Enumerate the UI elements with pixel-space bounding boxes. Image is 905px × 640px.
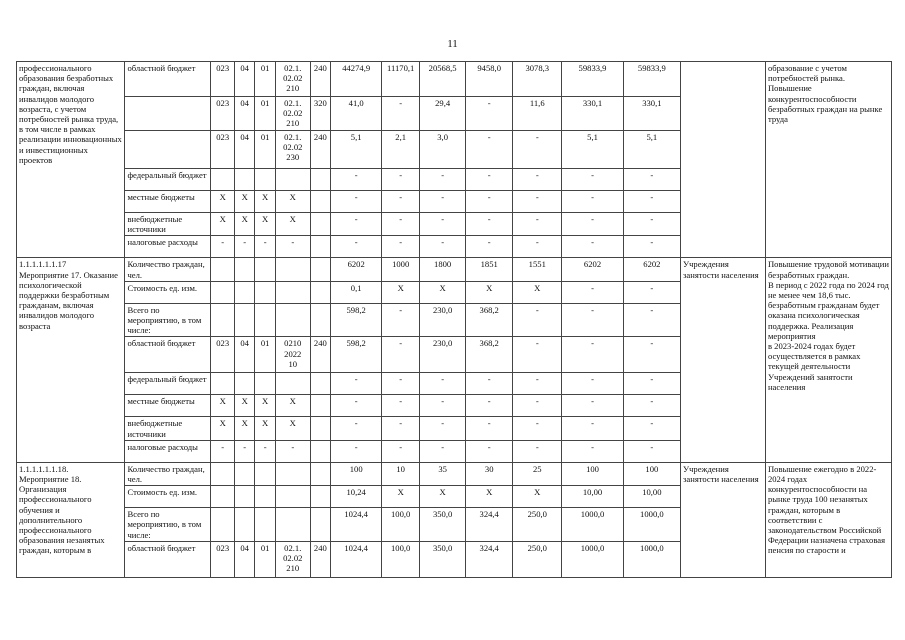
- amount-cell: -: [331, 191, 382, 213]
- amount-cell: -: [382, 236, 420, 258]
- amount-cell: -: [466, 395, 513, 417]
- amount-cell: -: [382, 169, 420, 191]
- amount-cell: 6202: [562, 258, 623, 281]
- budget-code-cell: [275, 462, 310, 485]
- budget-code-cell: 02.1. 02.02 230: [275, 131, 310, 169]
- amount-cell: 1851: [466, 258, 513, 281]
- executor-cell: Учреждения занятости населения: [681, 258, 766, 462]
- budget-code-cell: X: [234, 395, 254, 417]
- budget-code-cell: [211, 373, 235, 395]
- budget-code-cell: 240: [310, 337, 330, 373]
- budget-code-cell: X: [275, 395, 310, 417]
- budget-code-cell: X: [255, 213, 275, 236]
- amount-cell: 598,2: [331, 337, 382, 373]
- budget-code-cell: 04: [234, 337, 254, 373]
- amount-cell: 10,00: [562, 486, 623, 508]
- amount-cell: 11,6: [513, 97, 562, 131]
- budget-code-cell: X: [234, 417, 254, 440]
- budget-code-cell: [255, 462, 275, 485]
- amount-cell: -: [331, 373, 382, 395]
- amount-cell: -: [513, 213, 562, 236]
- budget-code-cell: 240: [310, 62, 330, 97]
- budget-code-cell: [234, 508, 254, 542]
- amount-cell: 1800: [420, 258, 466, 281]
- amount-cell: -: [420, 169, 466, 191]
- funding-source-cell: местные бюджеты: [125, 191, 211, 213]
- budget-code-cell: X: [211, 213, 235, 236]
- budget-code-cell: [211, 281, 235, 303]
- amount-cell: -: [466, 417, 513, 440]
- amount-cell: 250,0: [513, 541, 562, 577]
- budget-code-cell: [275, 486, 310, 508]
- budget-code-cell: -: [234, 236, 254, 258]
- amount-cell: 324,4: [466, 541, 513, 577]
- amount-cell: 30: [466, 462, 513, 485]
- budget-code-cell: [234, 486, 254, 508]
- budget-code-cell: X: [255, 417, 275, 440]
- amount-cell: -: [382, 417, 420, 440]
- funding-source-cell: внебюджетные источники: [125, 213, 211, 236]
- budget-code-cell: X: [275, 191, 310, 213]
- funding-source-cell: внебюджетные источники: [125, 417, 211, 440]
- amount-cell: -: [420, 373, 466, 395]
- amount-cell: 1551: [513, 258, 562, 281]
- funding-source-cell: областной бюджет: [125, 541, 211, 577]
- amount-cell: 2,1: [382, 131, 420, 169]
- amount-cell: X: [420, 281, 466, 303]
- budget-code-cell: [275, 281, 310, 303]
- amount-cell: -: [623, 281, 680, 303]
- budget-code-cell: [310, 303, 330, 337]
- table-row: [17, 258, 892, 281]
- funding-source-cell: Всего по мероприятию, в том числе:: [125, 508, 211, 542]
- amount-cell: -: [623, 373, 680, 395]
- amount-cell: -: [562, 236, 623, 258]
- budget-code-cell: 02.1. 02.02 210: [275, 97, 310, 131]
- budget-code-cell: [310, 373, 330, 395]
- budget-code-cell: [211, 169, 235, 191]
- budget-code-cell: 023: [211, 97, 235, 131]
- budget-code-cell: X: [255, 395, 275, 417]
- budget-code-cell: [234, 373, 254, 395]
- amount-cell: -: [331, 169, 382, 191]
- amount-cell: -: [382, 395, 420, 417]
- budget-code-cell: [255, 281, 275, 303]
- budget-code-cell: [255, 303, 275, 337]
- budget-code-cell: [310, 169, 330, 191]
- amount-cell: 1000: [382, 258, 420, 281]
- amount-cell: -: [513, 236, 562, 258]
- amount-cell: X: [466, 281, 513, 303]
- funding-source-cell: [125, 97, 211, 131]
- amount-cell: -: [562, 417, 623, 440]
- amount-cell: -: [562, 169, 623, 191]
- amount-cell: -: [562, 281, 623, 303]
- amount-cell: 3,0: [420, 131, 466, 169]
- amount-cell: 350,0: [420, 508, 466, 542]
- budget-code-cell: X: [275, 213, 310, 236]
- expected-result-cell: Повышение ежегодно в 2022-2024 годах конкурентоспособности на рынке труда 100 незанятых граждан, которым в соответствии с законодательством Российской Федерации назначена страховая пенсия по старости и: [765, 462, 891, 577]
- amount-cell: X: [382, 486, 420, 508]
- amount-cell: -: [562, 373, 623, 395]
- budget-code-cell: -: [275, 236, 310, 258]
- budget-code-cell: [310, 236, 330, 258]
- amount-cell: -: [331, 213, 382, 236]
- amount-cell: -: [562, 440, 623, 462]
- funding-source-cell: Всего по мероприятию, в том числе:: [125, 303, 211, 337]
- table-row: [17, 62, 892, 97]
- amount-cell: 330,1: [623, 97, 680, 131]
- program-measures-table: [16, 61, 892, 578]
- amount-cell: -: [623, 191, 680, 213]
- budget-code-cell: [310, 258, 330, 281]
- budget-code-cell: -: [255, 236, 275, 258]
- amount-cell: 41,0: [331, 97, 382, 131]
- table-row: [17, 462, 892, 485]
- amount-cell: X: [513, 281, 562, 303]
- amount-cell: -: [623, 440, 680, 462]
- funding-source-cell: областной бюджет: [125, 337, 211, 373]
- amount-cell: -: [513, 440, 562, 462]
- budget-code-cell: [234, 303, 254, 337]
- amount-cell: -: [382, 373, 420, 395]
- amount-cell: 29,4: [420, 97, 466, 131]
- budget-code-cell: [275, 169, 310, 191]
- amount-cell: -: [466, 131, 513, 169]
- budget-code-cell: 240: [310, 541, 330, 577]
- expected-result-cell: Повышение трудовой мотивации безработных граждан. В период с 2022 года по 2024 год не менее чем 18,6 тыс. безработным гражданам будет оказана психологическая поддержка. Реализация мероприятия в 2023-2024 годах будет осуществляется в рамках текущей деятельности Учреждений занятости населения: [765, 258, 891, 462]
- budget-code-cell: 0210 2022 10: [275, 337, 310, 373]
- amount-cell: 368,2: [466, 337, 513, 373]
- budget-code-cell: 240: [310, 131, 330, 169]
- budget-code-cell: 01: [255, 62, 275, 97]
- budget-code-cell: X: [211, 395, 235, 417]
- budget-code-cell: [310, 281, 330, 303]
- amount-cell: -: [382, 440, 420, 462]
- budget-code-cell: [275, 258, 310, 281]
- budget-code-cell: X: [234, 213, 254, 236]
- budget-code-cell: 01: [255, 541, 275, 577]
- amount-cell: 11170,1: [382, 62, 420, 97]
- amount-cell: -: [623, 169, 680, 191]
- expected-result-cell: образование с учетом потребностей рынка. Повышение конкурентоспособности безработных граждан на рынке труда: [765, 62, 891, 258]
- budget-code-cell: 320: [310, 97, 330, 131]
- budget-code-cell: [234, 169, 254, 191]
- amount-cell: 100,0: [382, 541, 420, 577]
- amount-cell: 100: [562, 462, 623, 485]
- budget-code-cell: [275, 508, 310, 542]
- amount-cell: 5,1: [623, 131, 680, 169]
- amount-cell: -: [331, 440, 382, 462]
- amount-cell: -: [420, 213, 466, 236]
- budget-code-cell: -: [211, 440, 235, 462]
- amount-cell: -: [562, 337, 623, 373]
- budget-code-cell: 02.1. 02.02 210: [275, 62, 310, 97]
- budget-code-cell: [211, 303, 235, 337]
- amount-cell: 35: [420, 462, 466, 485]
- amount-cell: -: [382, 97, 420, 131]
- budget-code-cell: [234, 462, 254, 485]
- amount-cell: -: [623, 213, 680, 236]
- amount-cell: -: [513, 337, 562, 373]
- funding-source-cell: Количество граждан, чел.: [125, 462, 211, 485]
- funding-source-cell: [125, 131, 211, 169]
- budget-code-cell: [310, 395, 330, 417]
- amount-cell: -: [623, 303, 680, 337]
- budget-code-cell: [255, 258, 275, 281]
- amount-cell: 20568,5: [420, 62, 466, 97]
- amount-cell: 1000,0: [562, 541, 623, 577]
- budget-code-cell: [234, 258, 254, 281]
- amount-cell: 5,1: [562, 131, 623, 169]
- amount-cell: 10,00: [623, 486, 680, 508]
- budget-code-cell: 01: [255, 97, 275, 131]
- budget-code-cell: 02.1. 02.02 210: [275, 541, 310, 577]
- budget-code-cell: [310, 508, 330, 542]
- measure-name-cell: профессионального образования безработных граждан, включая инвалидов молодого возраста, с учетом потребностей рынка труда, в том числе в рамках реализации инновационных и инвестиционных проектов: [17, 62, 125, 258]
- budget-code-cell: [255, 486, 275, 508]
- amount-cell: 59833,9: [562, 62, 623, 97]
- amount-cell: -: [331, 395, 382, 417]
- budget-code-cell: 04: [234, 97, 254, 131]
- amount-cell: 100: [331, 462, 382, 485]
- amount-cell: -: [562, 303, 623, 337]
- amount-cell: -: [513, 169, 562, 191]
- amount-cell: -: [420, 417, 466, 440]
- amount-cell: -: [513, 395, 562, 417]
- amount-cell: 250,0: [513, 508, 562, 542]
- amount-cell: X: [513, 486, 562, 508]
- budget-code-cell: [211, 486, 235, 508]
- amount-cell: -: [466, 191, 513, 213]
- budget-code-cell: [310, 440, 330, 462]
- amount-cell: -: [466, 373, 513, 395]
- budget-code-cell: [255, 508, 275, 542]
- amount-cell: 598,2: [331, 303, 382, 337]
- budget-code-cell: X: [275, 417, 310, 440]
- amount-cell: -: [623, 395, 680, 417]
- page-number: 11: [447, 38, 458, 50]
- amount-cell: -: [513, 191, 562, 213]
- executor-cell: [681, 62, 766, 258]
- executor-cell: Учреждения занятости населения: [681, 462, 766, 577]
- budget-code-cell: X: [255, 191, 275, 213]
- amount-cell: 0,1: [331, 281, 382, 303]
- amount-cell: -: [331, 236, 382, 258]
- budget-code-cell: [310, 191, 330, 213]
- amount-cell: -: [382, 213, 420, 236]
- budget-code-cell: [310, 213, 330, 236]
- amount-cell: 330,1: [562, 97, 623, 131]
- funding-source-cell: федеральный бюджет: [125, 169, 211, 191]
- amount-cell: -: [466, 169, 513, 191]
- budget-code-cell: -: [255, 440, 275, 462]
- budget-code-cell: -: [211, 236, 235, 258]
- funding-source-cell: Количество граждан, чел.: [125, 258, 211, 281]
- amount-cell: 6202: [623, 258, 680, 281]
- amount-cell: 1000,0: [562, 508, 623, 542]
- funding-source-cell: налоговые расходы: [125, 236, 211, 258]
- budget-code-cell: [310, 486, 330, 508]
- budget-code-cell: -: [234, 440, 254, 462]
- budget-code-cell: [211, 508, 235, 542]
- budget-code-cell: 023: [211, 541, 235, 577]
- budget-code-cell: 04: [234, 541, 254, 577]
- amount-cell: -: [562, 395, 623, 417]
- amount-cell: X: [382, 281, 420, 303]
- budget-code-cell: X: [234, 191, 254, 213]
- funding-source-cell: налоговые расходы: [125, 440, 211, 462]
- amount-cell: -: [513, 417, 562, 440]
- amount-cell: -: [466, 97, 513, 131]
- amount-cell: 59833,9: [623, 62, 680, 97]
- budget-code-cell: X: [211, 417, 235, 440]
- amount-cell: -: [623, 417, 680, 440]
- amount-cell: -: [382, 191, 420, 213]
- budget-code-cell: [275, 303, 310, 337]
- amount-cell: 25: [513, 462, 562, 485]
- funding-source-cell: областной бюджет: [125, 62, 211, 97]
- amount-cell: 1024,4: [331, 508, 382, 542]
- budget-code-cell: [255, 373, 275, 395]
- budget-code-cell: [234, 281, 254, 303]
- amount-cell: -: [513, 303, 562, 337]
- amount-cell: -: [466, 213, 513, 236]
- amount-cell: -: [331, 417, 382, 440]
- budget-code-cell: [255, 169, 275, 191]
- amount-cell: -: [623, 337, 680, 373]
- amount-cell: 9458,0: [466, 62, 513, 97]
- budget-code-cell: 04: [234, 62, 254, 97]
- budget-code-cell: 023: [211, 337, 235, 373]
- amount-cell: -: [420, 191, 466, 213]
- amount-cell: -: [466, 440, 513, 462]
- measure-name-cell: 1.1.1.1.1.1.18. Мероприятие 18. Организация профессионального обучения и дополнительного профессионального образования незанятых граждан, которым в: [17, 462, 125, 577]
- budget-code-cell: 01: [255, 337, 275, 373]
- amount-cell: 368,2: [466, 303, 513, 337]
- amount-cell: -: [420, 440, 466, 462]
- budget-code-cell: [211, 258, 235, 281]
- amount-cell: 100,0: [382, 508, 420, 542]
- amount-cell: 1000,0: [623, 541, 680, 577]
- amount-cell: 1024,4: [331, 541, 382, 577]
- funding-source-cell: Стоимость ед. изм.: [125, 281, 211, 303]
- amount-cell: -: [513, 373, 562, 395]
- budget-code-cell: -: [275, 440, 310, 462]
- amount-cell: 230,0: [420, 303, 466, 337]
- measure-name-cell: 1.1.1.1.1.1.17 Мероприятие 17. Оказание психологической поддержки безработным гражданам, включая инвалидов молодого возраста: [17, 258, 125, 462]
- amount-cell: X: [466, 486, 513, 508]
- budget-code-cell: [275, 373, 310, 395]
- amount-cell: 44274,9: [331, 62, 382, 97]
- amount-cell: 324,4: [466, 508, 513, 542]
- budget-code-cell: 04: [234, 131, 254, 169]
- funding-source-cell: федеральный бюджет: [125, 373, 211, 395]
- funding-source-cell: местные бюджеты: [125, 395, 211, 417]
- amount-cell: 350,0: [420, 541, 466, 577]
- budget-code-cell: [310, 462, 330, 485]
- amount-cell: -: [562, 213, 623, 236]
- amount-cell: -: [420, 236, 466, 258]
- amount-cell: -: [513, 131, 562, 169]
- budget-code-cell: X: [211, 191, 235, 213]
- amount-cell: 230,0: [420, 337, 466, 373]
- budget-code-cell: 023: [211, 131, 235, 169]
- amount-cell: -: [623, 236, 680, 258]
- amount-cell: X: [420, 486, 466, 508]
- amount-cell: 6202: [331, 258, 382, 281]
- budget-code-cell: 023: [211, 62, 235, 97]
- amount-cell: 1000,0: [623, 508, 680, 542]
- budget-code-cell: [211, 462, 235, 485]
- amount-cell: -: [382, 303, 420, 337]
- amount-cell: 100: [623, 462, 680, 485]
- amount-cell: -: [420, 395, 466, 417]
- amount-cell: 5,1: [331, 131, 382, 169]
- budget-code-cell: 01: [255, 131, 275, 169]
- amount-cell: 10,24: [331, 486, 382, 508]
- amount-cell: -: [382, 337, 420, 373]
- amount-cell: 10: [382, 462, 420, 485]
- amount-cell: 3078,3: [513, 62, 562, 97]
- funding-source-cell: Стоимость ед. изм.: [125, 486, 211, 508]
- amount-cell: -: [562, 191, 623, 213]
- budget-code-cell: [310, 417, 330, 440]
- amount-cell: -: [466, 236, 513, 258]
